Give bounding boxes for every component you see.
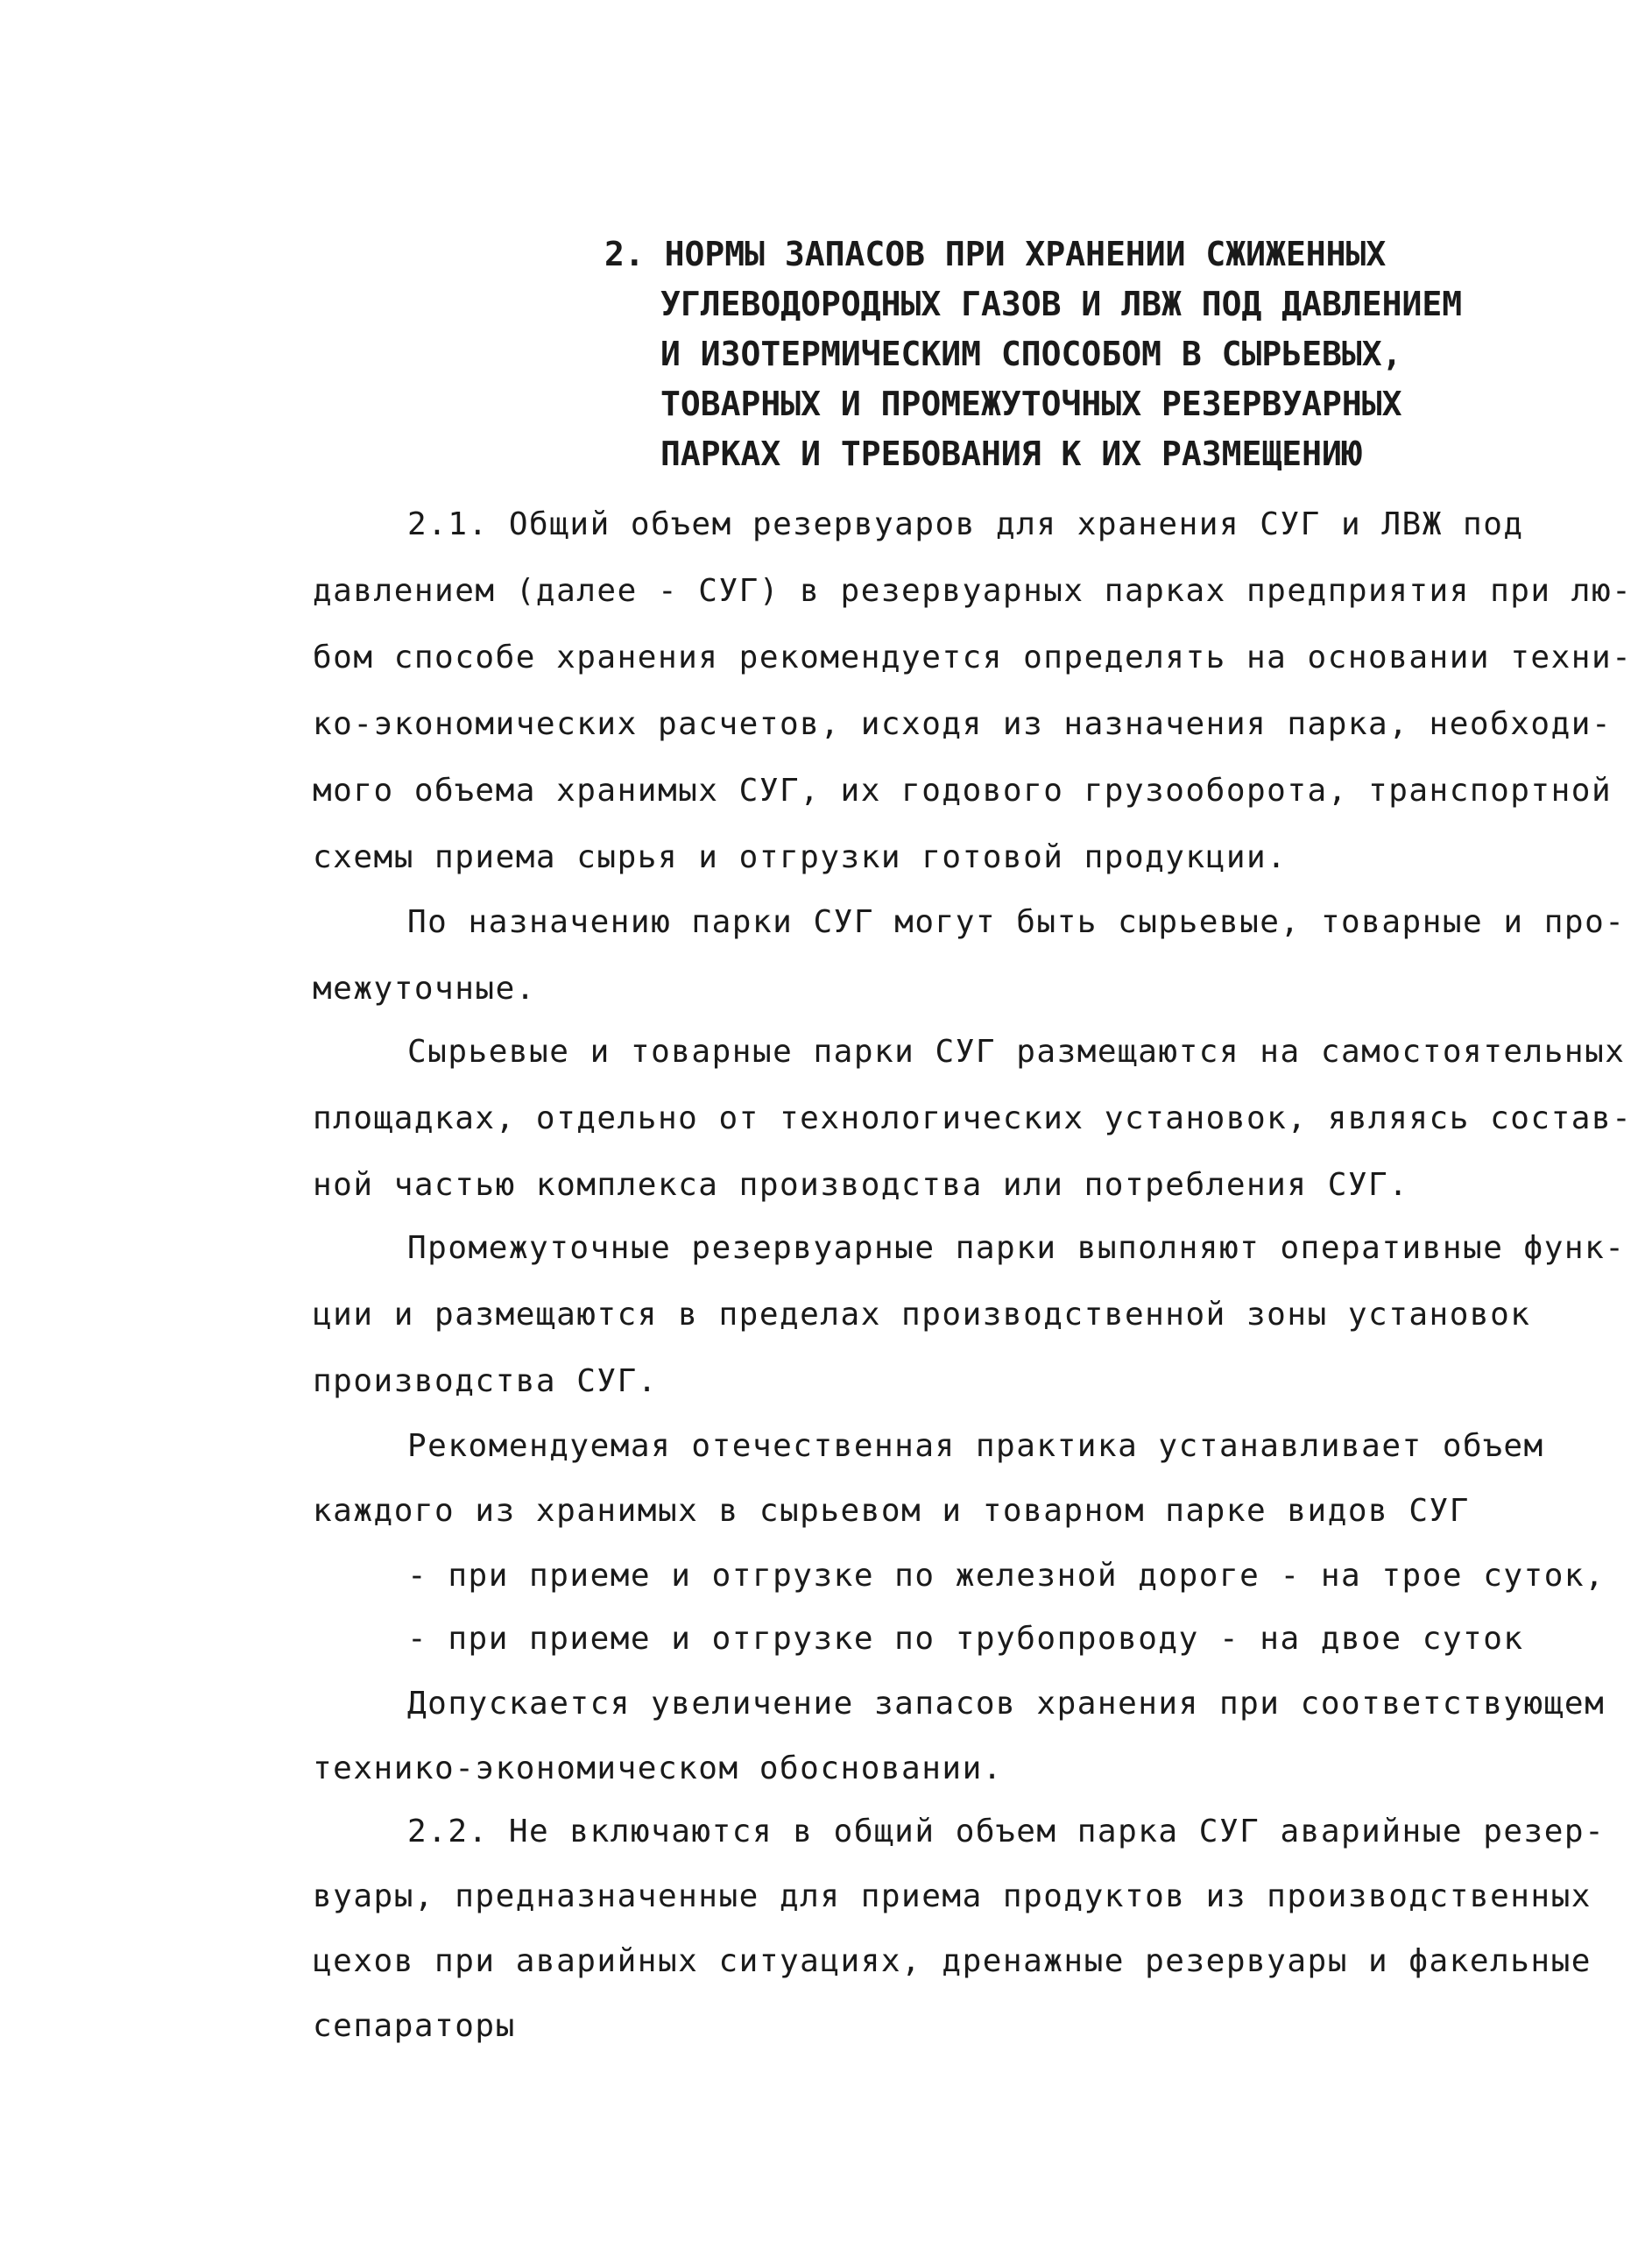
text-line: сепараторы [313,2008,516,2044]
text-line: ции и размещаются в пределах производственной зоны установок [313,1297,1531,1333]
text-line: ко-экономических расчетов, исходя из назначения парка, необходи- [313,706,1613,742]
text-line: давлением (далее - СУГ) в резервуарных парках предприятия при лю- [313,573,1633,609]
heading-line: УГЛЕВОДОРОДНЫХ ГАЗОВ И ЛВЖ ПОД ДАВЛЕНИЕМ [660,285,1463,323]
text-line: - при приеме и отгрузке по трубопроводу - на двое суток [407,1621,1524,1657]
text-line: Рекомендуемая отечественная практика устанавливает объем [407,1428,1544,1464]
text-line: мого объема хранимых СУГ, их годового грузооборота, транспортной [313,773,1613,809]
text-line: схемы приема сырья и отгрузки готовой продукции. [313,839,1288,875]
text-line: межуточные. [313,971,536,1007]
text-line: бом способе хранения рекомендуется определять на основании техни- [313,640,1633,675]
text-line: Сырьевые и товарные парки СУГ размещаются на самостоятельных [407,1034,1626,1070]
text-line: вуары, предназначенные для приема продуктов из производственных [313,1878,1592,1914]
text-line: Допускается увеличение запасов хранения при соответствующем [407,1686,1606,1722]
heading-line: 2. НОРМЫ ЗАПАСОВ ПРИ ХРАНЕНИИ СЖИЖЕННЫХ [604,235,1387,273]
text-line: площадках, отдельно от технологических установок, являясь состав- [313,1100,1633,1136]
text-line: производства СУГ. [313,1363,658,1399]
text-line: 2.2. Не включаются в общий объем парка СУГ аварийные резер- [407,1814,1606,1849]
heading-line: ПАРКАХ И ТРЕБОВАНИЯ К ИХ РАЗМЕЩЕНИЮ [660,435,1362,473]
text-line: По назначению парки СУГ могут быть сырьевые, товарные и про- [407,904,1626,940]
text-line: каждого из хранимых в сырьевом и товарном парке видов СУГ [313,1493,1470,1529]
text-line: цехов при аварийных ситуациях, дренажные резервуары и факельные [313,1943,1592,1979]
text-line: технико-экономическом обосновании. [313,1750,1003,1786]
section-heading [604,230,1480,479]
heading-line: ТОВАРНЫХ И ПРОМЕЖУТОЧНЫХ РЕЗЕРВУАРНЫХ [660,385,1402,423]
text-line: Промежуточные резервуарные парки выполняют оперативные функ- [407,1230,1626,1266]
heading-line: И ИЗОТЕРМИЧЕСКИМ СПОСОБОМ В СЫРЬЕВЫХ, [660,335,1402,373]
text-line: ной частью комплекса производства или потребления СУГ. [313,1167,1409,1203]
text-line: 2.1. Общий объем резервуаров для хранения СУГ и ЛВЖ под [407,506,1524,542]
text-line: - при приеме и отгрузке по железной дороге - на трое суток, [407,1558,1606,1594]
